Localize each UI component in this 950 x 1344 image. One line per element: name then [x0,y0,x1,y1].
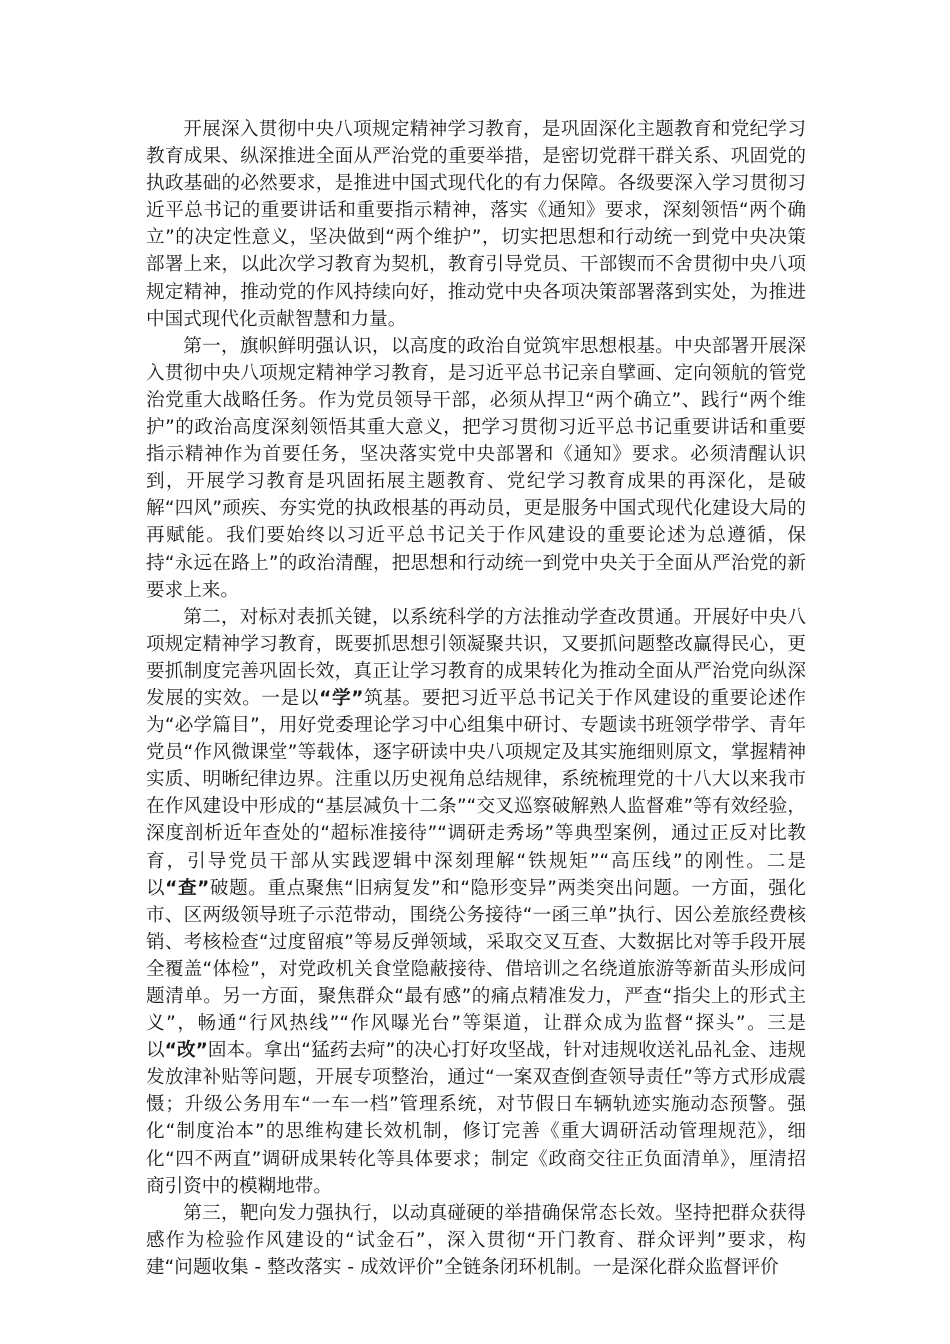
emphasis-study: “学” [319,687,364,709]
paragraph-text: 破题。重点聚焦“旧病复发”和“隐形变异”两类突出问题。一方面，强化市、区两级领导班子示范带动，围绕公务接待“一函三单”执行、因公差旅经费核销、考核检查“过度留痕”等易反弹领域，采取交叉互查、大数据比对等手段开展全覆盖“体检”，对党政机关食堂隐蔽接待、借培训之名绕道旅游等新苗头形成问题清单。另一方面，聚焦群众“最有感”的痛点精准发力，严查“指尖上的形式主义”，畅通“行风热线”“作风曝光台”等渠道，让群众成为监督“探头”。三是以 [146,877,806,1062]
paragraph-text: 第三，靶向发力强执行，以动真碰硬的举措确保常态长效。坚持把群众获得感作为检验作风建设的“试金石”，深入贯彻“开门教育、群众评判”要求，构建“问题收集 - 整改落实 - 成效评价”全链条闭环机制。一是深化群众监督评价 [146,1202,806,1278]
document-body [146,116,806,1281]
paragraph-intro [146,116,806,333]
paragraph-third-point [146,1200,806,1281]
paragraph-second-point [146,604,806,1200]
paragraph-first-point [146,333,806,604]
paragraph-text: 第二，对标对表抓关键，以系统科学的方法推动学查改贯通。开展好中央八项规定精神学习教育，既要抓思想引领凝聚共识，又要抓问题整改赢得民心，更要抓制度完善巩固长效，真正让学习教育的成果转化为推动全面从严治党向纵深发展的实效。一是以 [146,606,806,709]
emphasis-reform: “改” [164,1040,208,1062]
paragraph-text: 第一，旗帜鲜明强认识，以高度的政治自觉筑牢思想根基。中央部署开展深入贯彻中央八项规定精神学习教育，是习近平总书记亲自擘画、定向领航的管党治党重大战略任务。作为党员领导干部，必须从捍卫“两个确立”、践行“两个维护”的政治高度深刻领悟其重大意义，把学习贯彻习近平总书记重要讲话和重要指示精神作为首要任务，坚决落实党中央部署和《通知》要求。必须清醒认识到，开展学习教育是巩固拓展主题教育、党纪学习教育成果的再深化，是破解“四风”顽疾、夯实党的执政根基的再动员，更是服务中国式现代化建设大局的再赋能。我们要始终以习近平总书记关于作风建设的重要论述为总遵循，保持“永远在路上”的政治清醒，把思想和行动统一到党中央关于全面从严治党的新要求上来。 [146,335,806,601]
paragraph-text: 筑基。要把习近平总书记关于作风建设的重要论述作为“必学篇目”，用好党委理论学习中心组集中研讨、专题读书班领学带学、青年党员“作风微课堂”等载体，逐字研读中央八项规定及其实施细则原文，掌握精神实质、明晰纪律边界。注重以历史视角总结规律，系统梳理党的十八大以来我市在作风建设中形成的“基层减负十二条”“交叉巡察破解熟人监督难”等有效经验，深度剖析近年查处的“超标准接待”“调研走秀场”等典型案例，通过正反对比教育，引导党员干部从实践逻辑中深刻理解“铁规矩”“高压线”的刚性。二是以 [146,687,806,899]
paragraph-text: 开展深入贯彻中央八项规定精神学习教育，是巩固深化主题教育和党纪学习教育成果、纵深推进全面从严治党的重要举措，是密切党群干群关系、巩固党的执政基础的必然要求，是推进中国式现代化的有力保障。各级要深入学习贯彻习近平总书记的重要讲话和重要指示精神，落实《通知》要求，深刻领悟“两个确立”的决定性意义，坚决做到“两个维护”，切实把思想和行动统一到党中央决策部署上来，以此次学习教育为契机，教育引导党员、干部锲而不舍贯彻中央八项规定精神，推动党的作风持续向好，推动党中央各项决策部署落到实处，为推进中国式现代化贡献智慧和力量。 [146,119,806,330]
paragraph-text: 固本。拿出“猛药去疴”的决心打好攻坚战，针对违规收送礼品礼金、违规发放津补贴等问题，开展专项整治，通过“一案双查倒查领导责任”等方式形成震慑；升级公务用车“一车一档”管理系统，对节假日车辆轨迹实施动态预警。强化“制度治本”的思维构建长效机制，修订完善《重大调研活动管理规范》，细化“四不两直”调研成果转化等具体要求；制定《政商交往正负面清单》，厘清招商引资中的模糊地带。 [146,1040,806,1197]
emphasis-inspect: “查” [165,877,210,899]
